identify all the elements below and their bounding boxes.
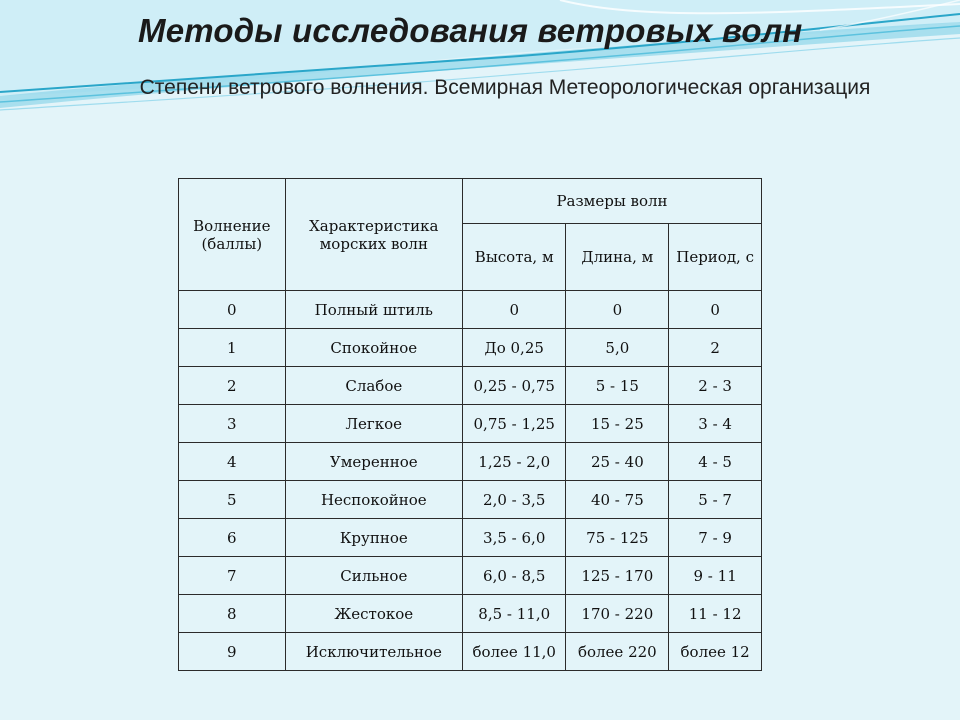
cell-characteristic: Сильное — [285, 557, 462, 595]
cell-characteristic: Исключительное — [285, 633, 462, 671]
cell-characteristic: Полный штиль — [285, 291, 462, 329]
cell-period: 2 — [669, 329, 762, 367]
header-period: Период, с — [669, 224, 762, 291]
cell-height: 2,0 - 3,5 — [463, 481, 566, 519]
cell-length: 5,0 — [566, 329, 669, 367]
cell-score: 3 — [179, 405, 286, 443]
cell-height: До 0,25 — [463, 329, 566, 367]
cell-score: 0 — [179, 291, 286, 329]
wave-scale-table — [178, 178, 762, 671]
cell-period: 5 - 7 — [669, 481, 762, 519]
cell-characteristic: Жестокое — [285, 595, 462, 633]
cell-characteristic: Крупное — [285, 519, 462, 557]
header-score: Волнение (баллы) — [179, 179, 286, 291]
cell-characteristic: Спокойное — [285, 329, 462, 367]
cell-period: 9 - 11 — [669, 557, 762, 595]
cell-score: 5 — [179, 481, 286, 519]
cell-period: более 12 — [669, 633, 762, 671]
table-row — [179, 633, 762, 671]
cell-height: 0,75 - 1,25 — [463, 405, 566, 443]
cell-score: 2 — [179, 367, 286, 405]
cell-height: 0 — [463, 291, 566, 329]
cell-score: 7 — [179, 557, 286, 595]
cell-length: 5 - 15 — [566, 367, 669, 405]
table-row — [179, 481, 762, 519]
cell-score: 4 — [179, 443, 286, 481]
cell-height: 6,0 - 8,5 — [463, 557, 566, 595]
cell-characteristic: Неспокойное — [285, 481, 462, 519]
table-row — [179, 367, 762, 405]
table-row — [179, 329, 762, 367]
cell-length: 40 - 75 — [566, 481, 669, 519]
table-row — [179, 291, 762, 329]
cell-length: 75 - 125 — [566, 519, 669, 557]
table-row — [179, 519, 762, 557]
header-length: Длина, м — [566, 224, 669, 291]
cell-period: 4 - 5 — [669, 443, 762, 481]
page-subtitle: Степени ветрового волнения. Всемирная Метеорологическая организация — [139, 76, 871, 99]
cell-score: 6 — [179, 519, 286, 557]
cell-characteristic: Слабое — [285, 367, 462, 405]
table-row — [179, 443, 762, 481]
header-wave-sizes: Размеры волн — [463, 179, 762, 224]
cell-length: более 220 — [566, 633, 669, 671]
cell-score: 8 — [179, 595, 286, 633]
page-title: Методы исследования ветровых волн — [138, 12, 803, 49]
cell-period: 7 - 9 — [669, 519, 762, 557]
cell-characteristic: Умеренное — [285, 443, 462, 481]
cell-height: 8,5 - 11,0 — [463, 595, 566, 633]
cell-characteristic: Легкое — [285, 405, 462, 443]
cell-length: 0 — [566, 291, 669, 329]
cell-period: 11 - 12 — [669, 595, 762, 633]
cell-height: 0,25 - 0,75 — [463, 367, 566, 405]
cell-length: 25 - 40 — [566, 443, 669, 481]
cell-length: 125 - 170 — [566, 557, 669, 595]
cell-period: 2 - 3 — [669, 367, 762, 405]
header-characteristic: Характеристика морских волн — [285, 179, 462, 291]
cell-height: 3,5 - 6,0 — [463, 519, 566, 557]
cell-score: 9 — [179, 633, 286, 671]
table-row — [179, 557, 762, 595]
cell-length: 15 - 25 — [566, 405, 669, 443]
cell-period: 0 — [669, 291, 762, 329]
table-row — [179, 405, 762, 443]
cell-period: 3 - 4 — [669, 405, 762, 443]
header-height: Высота, м — [463, 224, 566, 291]
cell-height: 1,25 - 2,0 — [463, 443, 566, 481]
table-row — [179, 595, 762, 633]
cell-score: 1 — [179, 329, 286, 367]
cell-length: 170 - 220 — [566, 595, 669, 633]
cell-height: более 11,0 — [463, 633, 566, 671]
